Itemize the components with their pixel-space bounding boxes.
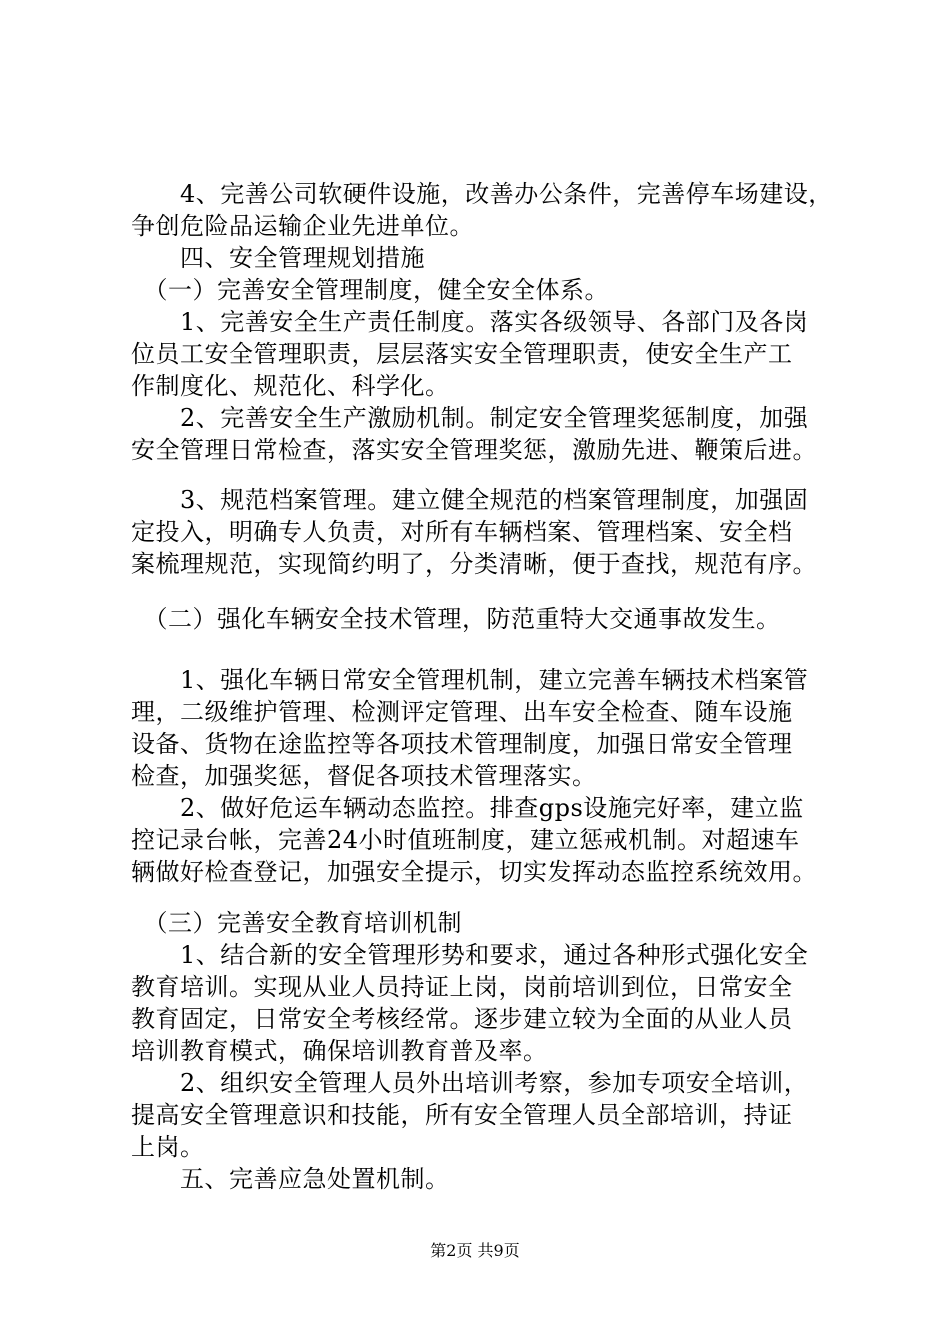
paragraph-line: 2、完善安全生产激励机制。制定安全管理奖惩制度，加强 <box>131 404 809 432</box>
paragraph-line: 4、完善公司软硬件设施，改善办公条件，完善停车场建设， <box>131 180 833 208</box>
paragraph-line: 设备、货物在途监控等各项技术管理制度，加强日常安全管理 <box>131 730 793 758</box>
page-number: 第2页 共9页 <box>430 1241 520 1260</box>
paragraph-line: 培训教育模式，确保培训教育普及率。 <box>131 1037 548 1065</box>
subsection-heading: （二）强化车辆安全技术管理，防范重特大交通事故发生。 <box>131 605 781 633</box>
paragraph-line: 3、规范档案管理。建立健全规范的档案管理制度，加强固 <box>131 486 809 514</box>
subsection-heading: （一）完善安全管理制度，健全安全体系。 <box>131 276 609 304</box>
paragraph-line: 提高安全管理意识和技能，所有安全管理人员全部培训，持证 <box>131 1101 793 1129</box>
paragraph-line: 理，二级维护管理、检测评定管理、出车安全检查、随车设施 <box>131 698 793 726</box>
paragraph-line: 教育固定，日常安全考核经常。逐步建立较为全面的从业人员 <box>131 1005 793 1033</box>
paragraph-line: 教育培训。实现从业人员持证上岗，岗前培训到位，日常安全 <box>131 973 793 1001</box>
paragraph-line: 2、组织安全管理人员外出培训考察，参加专项安全培训， <box>131 1069 809 1097</box>
paragraph-line: 争创危险品运输企业先进单位。 <box>131 212 474 240</box>
paragraph-line: 定投入，明确专人负责，对所有车辆档案、管理档案、安全档 <box>131 518 793 546</box>
paragraph-line: 1、强化车辆日常安全管理机制，建立完善车辆技术档案管 <box>131 666 809 694</box>
paragraph-line: 1、结合新的安全管理形势和要求，通过各种形式强化安全 <box>131 941 809 969</box>
paragraph-line: 检查，加强奖惩，督促各项技术管理落实。 <box>131 762 597 790</box>
paragraph-line: 控记录台帐，完善24小时值班制度，建立惩戒机制。对超速车 <box>131 826 800 854</box>
paragraph-line: 作制度化、规范化、科学化。 <box>131 372 450 400</box>
paragraph-line: 辆做好检查登记，加强安全提示，切实发挥动态监控系统效用。 <box>131 858 817 886</box>
paragraph-line: 位员工安全管理职责，层层落实安全管理职责，使安全生产工 <box>131 340 793 368</box>
subsection-heading: （三）完善安全教育培训机制 <box>131 909 462 937</box>
section-heading: 五、完善应急处置机制。 <box>131 1165 450 1193</box>
section-heading: 四、安全管理规划措施 <box>131 244 425 272</box>
paragraph-line: 2、做好危运车辆动态监控。排查gps设施完好率，建立监 <box>131 794 804 822</box>
paragraph-line: 安全管理日常检查，落实安全管理奖惩，激励先进、鞭策后进。 <box>131 436 817 464</box>
paragraph-line: 上岗。 <box>131 1133 205 1161</box>
paragraph-line: 案梳理规范，实现简约明了，分类清晰，便于查找，规范有序。 <box>131 550 817 578</box>
paragraph-line: 1、完善安全生产责任制度。落实各级领导、各部门及各岗 <box>131 308 809 336</box>
